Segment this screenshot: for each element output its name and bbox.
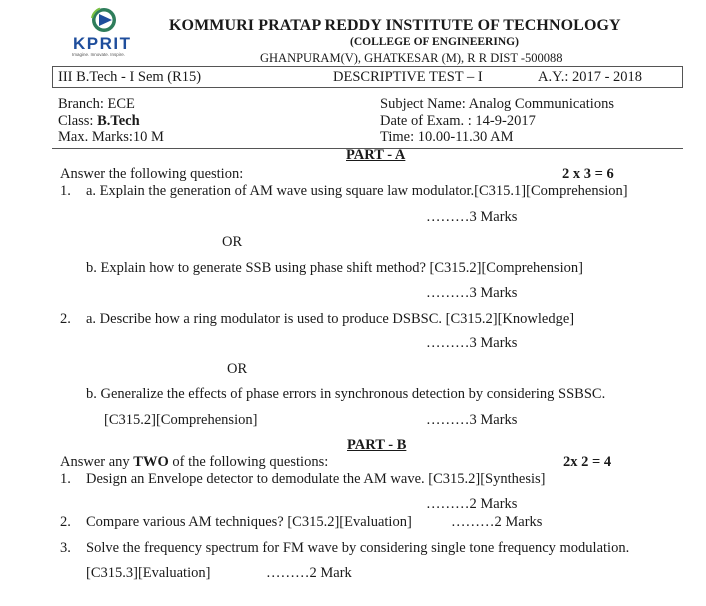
- question-text: a. Describe how a ring modulator is used to produce DSBSC. [C315.2][Knowledge]: [86, 311, 575, 327]
- titlebar-bottom-border: [52, 87, 683, 88]
- question-number: 2.: [60, 514, 71, 530]
- question-marks: ………2 Mark: [266, 565, 352, 581]
- part-b-instruction: [60, 454, 328, 471]
- question-text: b. Generalize the effects of phase errors in synchronous detection by considering SSBSC.: [86, 386, 606, 402]
- question-text: b. Explain how to generate SSB using phase shift method? [C315.2][Comprehension]: [86, 260, 583, 276]
- kprit-logo: [70, 6, 142, 60]
- instruction-post: of the following questions:: [168, 454, 329, 470]
- question-marks: ………3 Marks: [426, 209, 518, 225]
- question-text: a. Explain the generation of AM wave using square law modulator.[C315.1][Comprehension]: [86, 183, 628, 199]
- class-label: Class:: [58, 113, 98, 129]
- titlebar-top-border: [52, 66, 683, 67]
- question-number: 1.: [60, 183, 71, 199]
- part-a-marks-formula: 2 x 3 = 6: [562, 166, 614, 182]
- part-b-title: PART - B: [347, 437, 407, 453]
- question-marks: ………3 Marks: [426, 285, 518, 301]
- subject-name: Subject Name: Analog Communications: [380, 96, 614, 112]
- question-text: Solve the frequency spectrum for FM wave by considering single tone frequency modulation.: [86, 540, 630, 556]
- class-info: [58, 113, 140, 130]
- question-marks: ………3 Marks: [426, 335, 518, 351]
- logo-text: KPRIT: [73, 34, 132, 53]
- exam-time: Time: 10.00-11.30 AM: [380, 129, 514, 145]
- part-a-instruction: Answer the following question:: [60, 166, 244, 182]
- question-tag: [C315.3][Evaluation]: [86, 565, 211, 581]
- institute-name: KOMMURI PRATAP REDDY INSTITUTE OF TECHNOLOGY: [169, 17, 621, 34]
- question-number: 3.: [60, 540, 71, 556]
- college-subtitle: (COLLEGE OF ENGINEERING): [350, 36, 519, 48]
- or-separator: OR: [222, 234, 243, 250]
- logo-tagline: Imagine. Innovate. Inspire.: [72, 52, 126, 57]
- question-text: Compare various AM techniques? [C315.2][Evaluation]: [86, 514, 412, 530]
- question-number: 2.: [60, 311, 71, 327]
- or-separator: OR: [227, 361, 248, 377]
- max-marks: Max. Marks:10 M: [58, 129, 164, 145]
- titlebar-right-border: [682, 66, 683, 88]
- institute-address: GHANPURAM(V), GHATKESAR (M), R R DIST -500088: [260, 51, 563, 65]
- instruction-bold: TWO: [133, 454, 169, 470]
- question-text: Design an Envelope detector to demodulate the AM wave. [C315.2][Synthesis]: [86, 471, 546, 487]
- question-marks: ………2 Marks: [451, 514, 543, 530]
- part-b-marks-formula: 2x 2 = 4: [563, 454, 612, 470]
- titlebar-left-border: [52, 66, 53, 88]
- question-marks: ………3 Marks: [426, 412, 518, 428]
- semester-label: III B.Tech - I Sem (R15): [58, 69, 202, 85]
- part-a-title: PART - A: [346, 147, 406, 163]
- exam-date: Date of Exam. : 14-9-2017: [380, 113, 536, 129]
- academic-year: A.Y.: 2017 - 2018: [538, 69, 643, 85]
- instruction-pre: Answer any: [60, 454, 134, 470]
- question-marks: ………2 Marks: [426, 496, 518, 512]
- class-value: B.Tech: [97, 113, 140, 129]
- branch: Branch: ECE: [58, 96, 135, 112]
- question-tag: [C315.2][Comprehension]: [104, 412, 258, 428]
- question-number: 1.: [60, 471, 71, 487]
- test-title: DESCRIPTIVE TEST – I: [333, 69, 483, 85]
